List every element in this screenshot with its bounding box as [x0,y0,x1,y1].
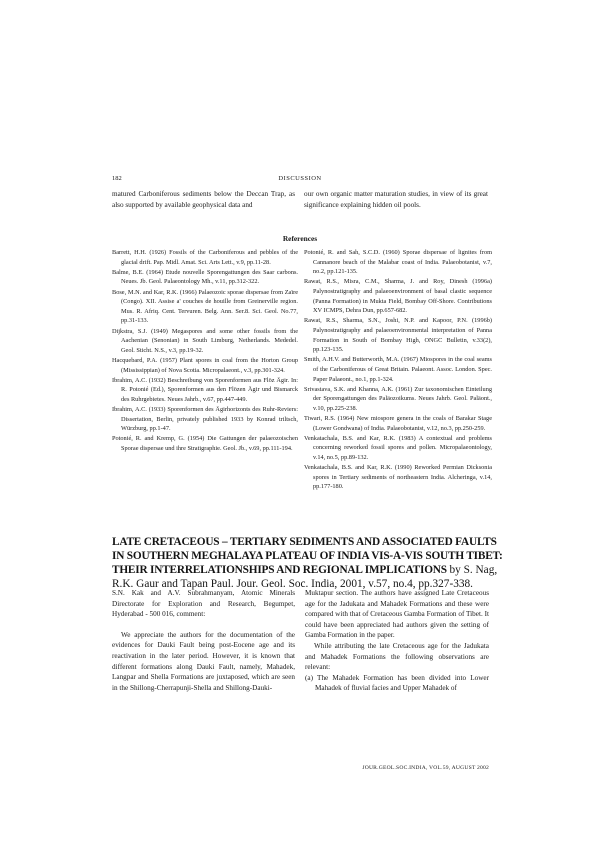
reference-entry: Bose, M.N. and Kar, R.K. (1966) Palaeozoic sporae dispersae from Zaïre (Congo). XII. Assise a' couches de houille from Greinerville region. Mus. R. Afriq. Cent. Tervuren. Belg. Ann. Ser.8. Sci. Geol. No.77, pp.31-133. [112,288,298,325]
body-right-column [305,588,489,694]
references-heading: References [282,234,318,243]
reference-entry: Potonié, R. and Sah, S.C.D. (1960) Sporae dispersae of lignites from Cannanore beach of the Malabar coast of India. Palaeobotanist, v.7, no.2, pp.121-135. [304,249,492,276]
reference-entry: Ibrahim, A.C. (1933) Sporenformen des Ägirhorizonts des Ruhr-Reviers: Dissertation, Berlin, privately published 1933 by Konrad triltsch, Würzburg, pp.1-47. [112,406,298,433]
article-title-block [112,535,502,591]
body-left-column [112,588,295,693]
reference-entry: Tiwari, R.S. (1964) New miospore genera in the coals of Barakar Stage (Lower Gondwana) of India. Palaeobotanist, v.12, no.3, pp.250-259. [304,415,492,432]
reference-entry: Venkatachala, B.S. and Kar, R.K. (1990) Reworked Permian Dicksonia spores in Tertiary sediments of northeastern India. Alcheringa, v.14, pp.177-180. [304,464,492,491]
article-title-line-3-text: THEIR INTERRELATIONSHIPS AND REGIONAL IMPLICATIONS [112,564,447,576]
body-paragraph-1: We appreciate the authors for the documentation of the evidences for Dauki Fault being post-Eocene age and its reactivation in the later period. However, it is known that different formations along Dauki Fault, namely, Mahadek, Langpar and Shella Formations are juxtaposed, which are seen in the Shillong-Cherrapunji-Shella and Shillong-Dauki- [112,630,295,692]
intro-right-column: our own organic matter maturation studies, in view of its great significance explaining hidden oil pools. [304,190,488,209]
paragraph-gap [112,620,295,630]
body-paragraph-3: While attributing the late Cretaceous age for the Jadukata and Mahadek Formations the following observations are relevant: [305,641,489,672]
reference-entry: Ibrahim, A.C. (1932) Beschreibung von Sporenformen aus Flöz Ägir. In: R. Potonié (Ed.), Sporenformen aus den Flözen Ägir und Bismarck des Ruhrgebietes. Neues Jahrb., v.67, pp.447-449. [112,376,298,403]
article-title-line-3 [112,563,502,577]
article-authors-by: by S. Nag, [449,564,498,576]
article-title-line-2: IN SOUTHERN MEGHALAYA PLATEAU OF INDIA VIS-A-VIS SOUTH TIBET: [112,550,503,562]
commenter-affiliation: S.N. Kak and A.V. Subrahmanyam, Atomic Minerals Directorate for Exploration and Research, Begumpet, Hyderabad - 500 016, comment: [112,589,295,619]
article-title-line-1: LATE CRETACEOUS – TERTIARY SEDIMENTS AND ASSOCIATED FAULTS [112,536,497,548]
reference-entry: Srivastava, S.K. and Khanna, A.K. (1961) Zur taxonomischen Einteilung der Sporengattungen des Paläozoikums. Neues Jahrb. Geol. Paläont., v.10, pp.225-238. [304,385,492,412]
references-left-column [112,248,298,454]
running-title: DISCUSSION [278,175,322,182]
reference-entry: Dijkstra, S.J. (1949) Megaspores and some other fossils from the Aachenian (Senonian) in South Limburg, Netherlands. Mededel. Geol. Sticht. N.S., v.3, pp.19-32. [112,327,298,354]
page-header [112,175,488,187]
page-number: 182 [112,175,122,182]
reference-entry: Rawat, R.S., Misra, C.M., Sharma, J. and Roy, Dinesh (1996a) Palynostratigraphy and palaeoenvironment of basal clastic sequence (Panna Formation) in Mukta Field, Bombay Off-Shore. Contributions XV ICMPS, Dehra Dun, pp.657-682. [304,278,492,315]
body-paragraph-2: Muktapur section. The authors have assigned Late Cretaceous age for the Jadukata and Mahadek Formations and these were compared with that of Cretaceous Gamba Formation of Tibet. It could have been appreciated had authors given the setting of Gamba Formation in the paper. [305,589,489,640]
reference-entry: Hacquebard, P.A. (1957) Plant spores in coal from the Horton Group (Mississippian) of Nova Scotia. Micropalaeont., v.3, pp.301-324. [112,356,298,374]
reference-entry: Smith, A.H.V. and Butterworth, M.A. (1967) Miospores in the coal seams of the Carboniferous of Great Britain. Palaeont. Assoc. London. Spec. Paper Palaeont., no.1, pp.1-324. [304,356,492,383]
observation-item-a: (a) The Mahadek Formation has been divided into Lower Mahadek of fluvial facies and Upper Mahadek of [305,673,489,693]
reference-entry: Potonié, R. and Kremp, G. (1954) Die Gattungen der palaeozoischen Sporae dispersae und ihre Stratigraphie. Geol. Jb., v.69, pp.111-194. [112,435,298,453]
article-citation: R.K. Gaur and Tapan Paul. Jour. Geol. Soc. India, 2001, v.57, no.4, pp.327-338. [112,578,473,590]
reference-entry: Rawat, R.S., Sharma, S.N., Joshi, N.P. and Kapoor, P.N. (1996b) Palynostratigraphy and palaeoenvironmental interpretation of Panna Formation in South of Bombay High, ONGC Bulletin, v.33(2), pp.123-135. [304,317,492,354]
reference-entry: Balme, B.E. (1964) Etude nouvelle Sporengattungen des Saar carbons. Neues. Jb. Geol. Palaeontology Mh., v.11, pp.312-322. [112,268,298,286]
reference-entry: Venkatachala, B.S. and Kar, R.K. (1983) A contextual and problems concerning reworked fossil spores and pollen. Micropalaeontology, v.14, no.5, pp.89-132. [304,434,492,462]
journal-footer: JOUR.GEOL.SOC.INDIA, VOL.59, AUGUST 2002 [362,765,489,771]
intro-left-column: matured Carboniferous sediments below the Deccan Trap, as also supported by available geophysical data and [112,190,295,209]
reference-entry: Barrett, H.H. (1926) Fossils of the Carboniferous and pebbles of the glacial drift. Pap. Midl. Amat. Sci. Arts Lett., v.9, pp.11-28. [112,249,298,266]
references-right-column [304,248,492,493]
